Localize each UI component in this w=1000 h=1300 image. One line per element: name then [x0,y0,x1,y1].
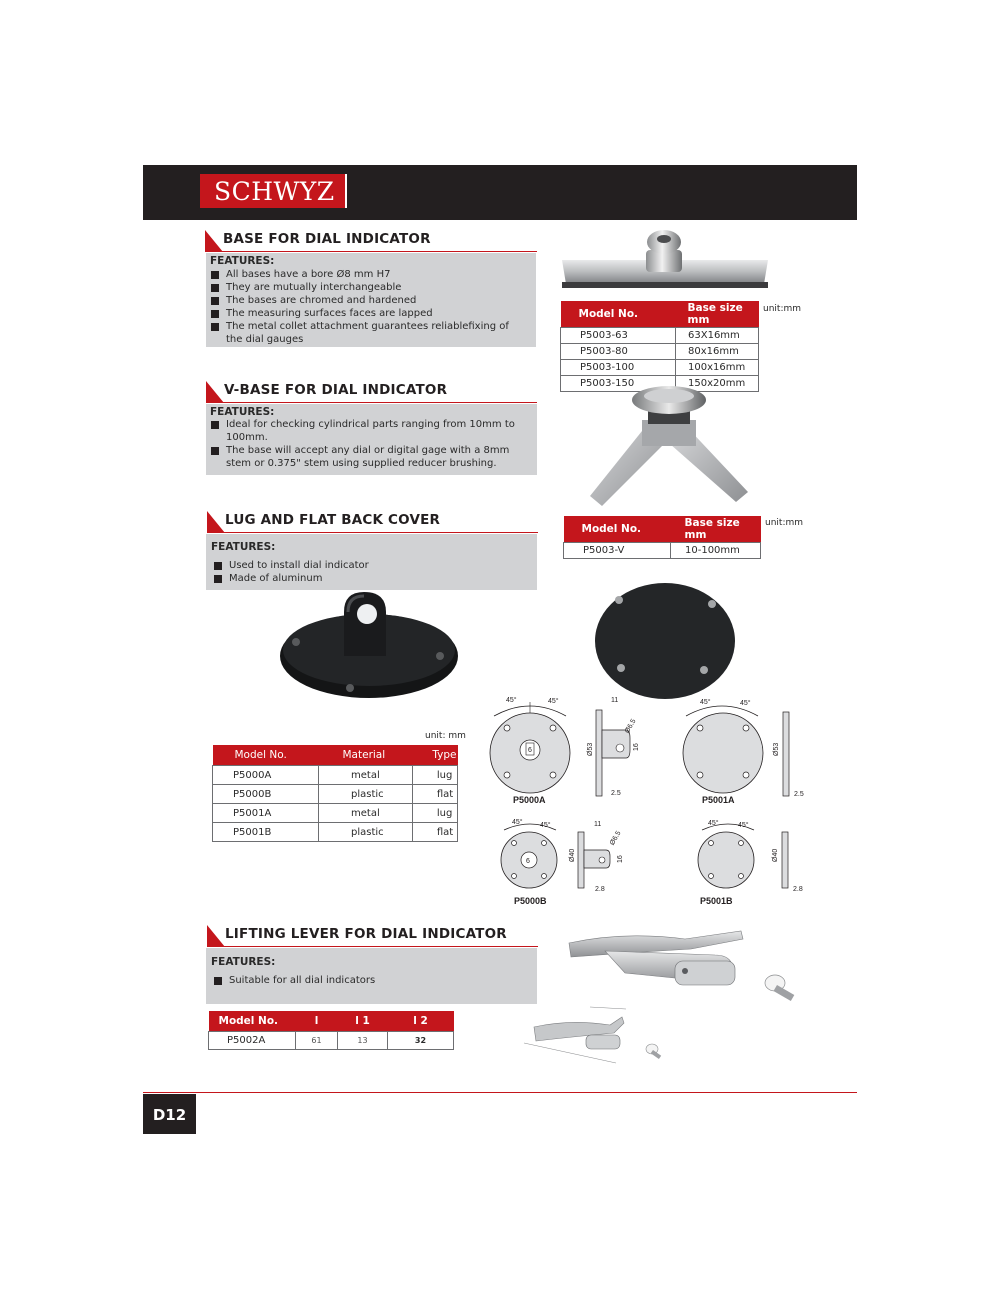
lifting-lever-image [565,925,810,1011]
unit-note: unit: mm [425,731,466,741]
svg-text:16: 16 [633,743,640,751]
feature-item: The base will accept any dial or digital gage with a 8mm stem or 0.375" stem using supplied reducer brushing. [210,444,515,470]
vbase-table [563,516,761,559]
svg-text:P5001A: P5001A [702,795,735,805]
column-header: Base size mm [676,301,759,328]
feature-item: All bases have a bore Ø8 mm H7 [210,268,536,281]
unit-note: unit:mm [765,518,804,528]
feature-item: Made of aluminum [213,572,537,585]
table-header-row [561,301,759,328]
title-marker [206,381,224,403]
features-panel-lever [206,948,537,1004]
svg-text:2.8: 2.8 [595,886,605,893]
table-row: P5003-100 100x16mm [561,360,759,376]
title-rule [207,946,538,947]
feature-item: Ideal for checking cylindrical parts ranging from 10mm to 100mm. [210,418,515,444]
column-header: Model No. [209,1011,296,1032]
unit-note: unit:mm [763,304,802,314]
cover-technical-drawings [480,690,820,912]
svg-text:16: 16 [617,855,624,863]
svg-text:Ø40: Ø40 [569,848,576,862]
features-panel-vbase [206,404,537,475]
svg-text:P5000B: P5000B [514,896,547,906]
section-title-cover [207,511,538,533]
bullet-icon [211,271,219,279]
column-header: Model No. [561,301,676,328]
vbase-product-image [586,386,751,508]
table-header-row [564,516,761,543]
features-label: FEATURES: [211,956,276,968]
svg-text:Ø40: Ø40 [772,848,779,862]
svg-text:11: 11 [594,821,602,828]
bullet-icon [211,447,219,455]
title-marker [207,925,225,947]
svg-text:45°: 45° [738,822,749,829]
brand-divider [345,174,347,208]
svg-text:Ø53: Ø53 [587,742,594,756]
svg-text:11: 11 [611,697,619,704]
svg-text:Ø53: Ø53 [773,742,780,756]
column-header: Material [319,745,413,766]
svg-text:45°: 45° [512,819,523,826]
svg-text:6: 6 [528,747,532,754]
bullet-icon [211,421,219,429]
table-row: P5001A metal lug [213,804,458,823]
svg-text:45°: 45° [700,699,711,706]
svg-text:2.8: 2.8 [793,886,803,893]
section-title-text: LUG AND FLAT BACK COVER [225,512,441,528]
lug-back-cover-image [278,590,460,702]
drawing-p5000b [501,818,624,906]
page-number: D12 [143,1094,196,1134]
column-header: Base size mm [671,516,761,543]
table-row: P5003-V 10-100mm [564,543,761,559]
section-title-text: LIFTING LEVER FOR DIAL INDICATOR [225,926,507,942]
drawing-p5001b [698,819,803,906]
footer-rule [143,1092,857,1093]
title-rule [206,402,537,403]
svg-text:P5001B: P5001B [700,896,733,906]
svg-text:6: 6 [526,858,530,865]
svg-text:45°: 45° [740,700,751,707]
section-title-lever [207,925,538,947]
features-panel-cover [206,534,537,590]
title-rule [207,532,538,533]
features-label: FEATURES: [210,406,275,418]
column-header: l 1 [338,1011,388,1032]
bullet-icon [211,310,219,318]
feature-item: The metal collet attachment guarantees reliablefixing of the dial gauges [210,320,536,346]
title-marker [207,511,225,533]
bullet-icon [214,562,222,570]
drawing-p5001a [683,698,804,805]
svg-text:2.5: 2.5 [794,791,804,798]
svg-text:2.5: 2.5 [611,790,621,797]
bullet-icon [211,284,219,292]
svg-text:P5000A: P5000A [513,795,546,805]
column-header: l [296,1011,338,1032]
bullet-icon [214,977,222,985]
table-row: P5003-80 80x16mm [561,344,759,360]
feature-item: The measuring surfaces faces are lapped [210,307,536,320]
table-header-row [209,1011,454,1032]
base-table [560,301,759,392]
column-header: Model No. [564,516,671,543]
column-header: Model No. [213,745,319,766]
section-title-text: BASE FOR DIAL INDICATOR [223,231,431,247]
bullet-icon [211,297,219,305]
flat-back-cover-image [594,582,736,700]
svg-text:45°: 45° [708,820,719,827]
feature-item: Suitable for all dial indicators [213,974,537,987]
features-label: FEATURES: [210,255,275,267]
feature-item: The bases are chromed and hardened [210,294,536,307]
svg-text:45°: 45° [540,822,551,829]
title-rule [205,251,537,252]
table-header-row [213,745,458,766]
svg-text:Ø6.5: Ø6.5 [623,717,638,735]
table-row: P5001B plastic flat [213,823,458,842]
cover-table [212,745,458,842]
table-row: P5002A 61 13 32 [209,1032,454,1050]
section-title-text: V-BASE FOR DIAL INDICATOR [224,382,448,398]
feature-item: Used to install dial indicator [213,559,537,572]
section-title-vbase [206,381,537,403]
features-label: FEATURES: [211,541,276,553]
bullet-icon [214,575,222,583]
feature-item: They are mutually interchangeable [210,281,536,294]
title-marker [205,230,223,252]
svg-text:Ø6.5: Ø6.5 [608,829,623,847]
lever-table [208,1011,454,1050]
svg-text:45°: 45° [548,698,559,705]
column-header: Type [412,745,457,766]
base-product-image [558,226,773,296]
drawing-p5000a [490,696,640,805]
svg-text:45°: 45° [506,697,517,704]
lifting-lever-dimension-image [520,1005,670,1069]
table-row: P5000A metal lug [213,766,458,785]
bullet-icon [211,323,219,331]
table-row: P5003-63 63X16mm [561,328,759,344]
table-row: P5000B plastic flat [213,785,458,804]
features-panel-base [206,253,536,347]
section-title-base [205,230,537,252]
table-row: P5003-150 150x20mm [561,376,759,392]
brand-logo: SCHWYZ [200,174,347,208]
column-header: l 2 [388,1011,454,1032]
